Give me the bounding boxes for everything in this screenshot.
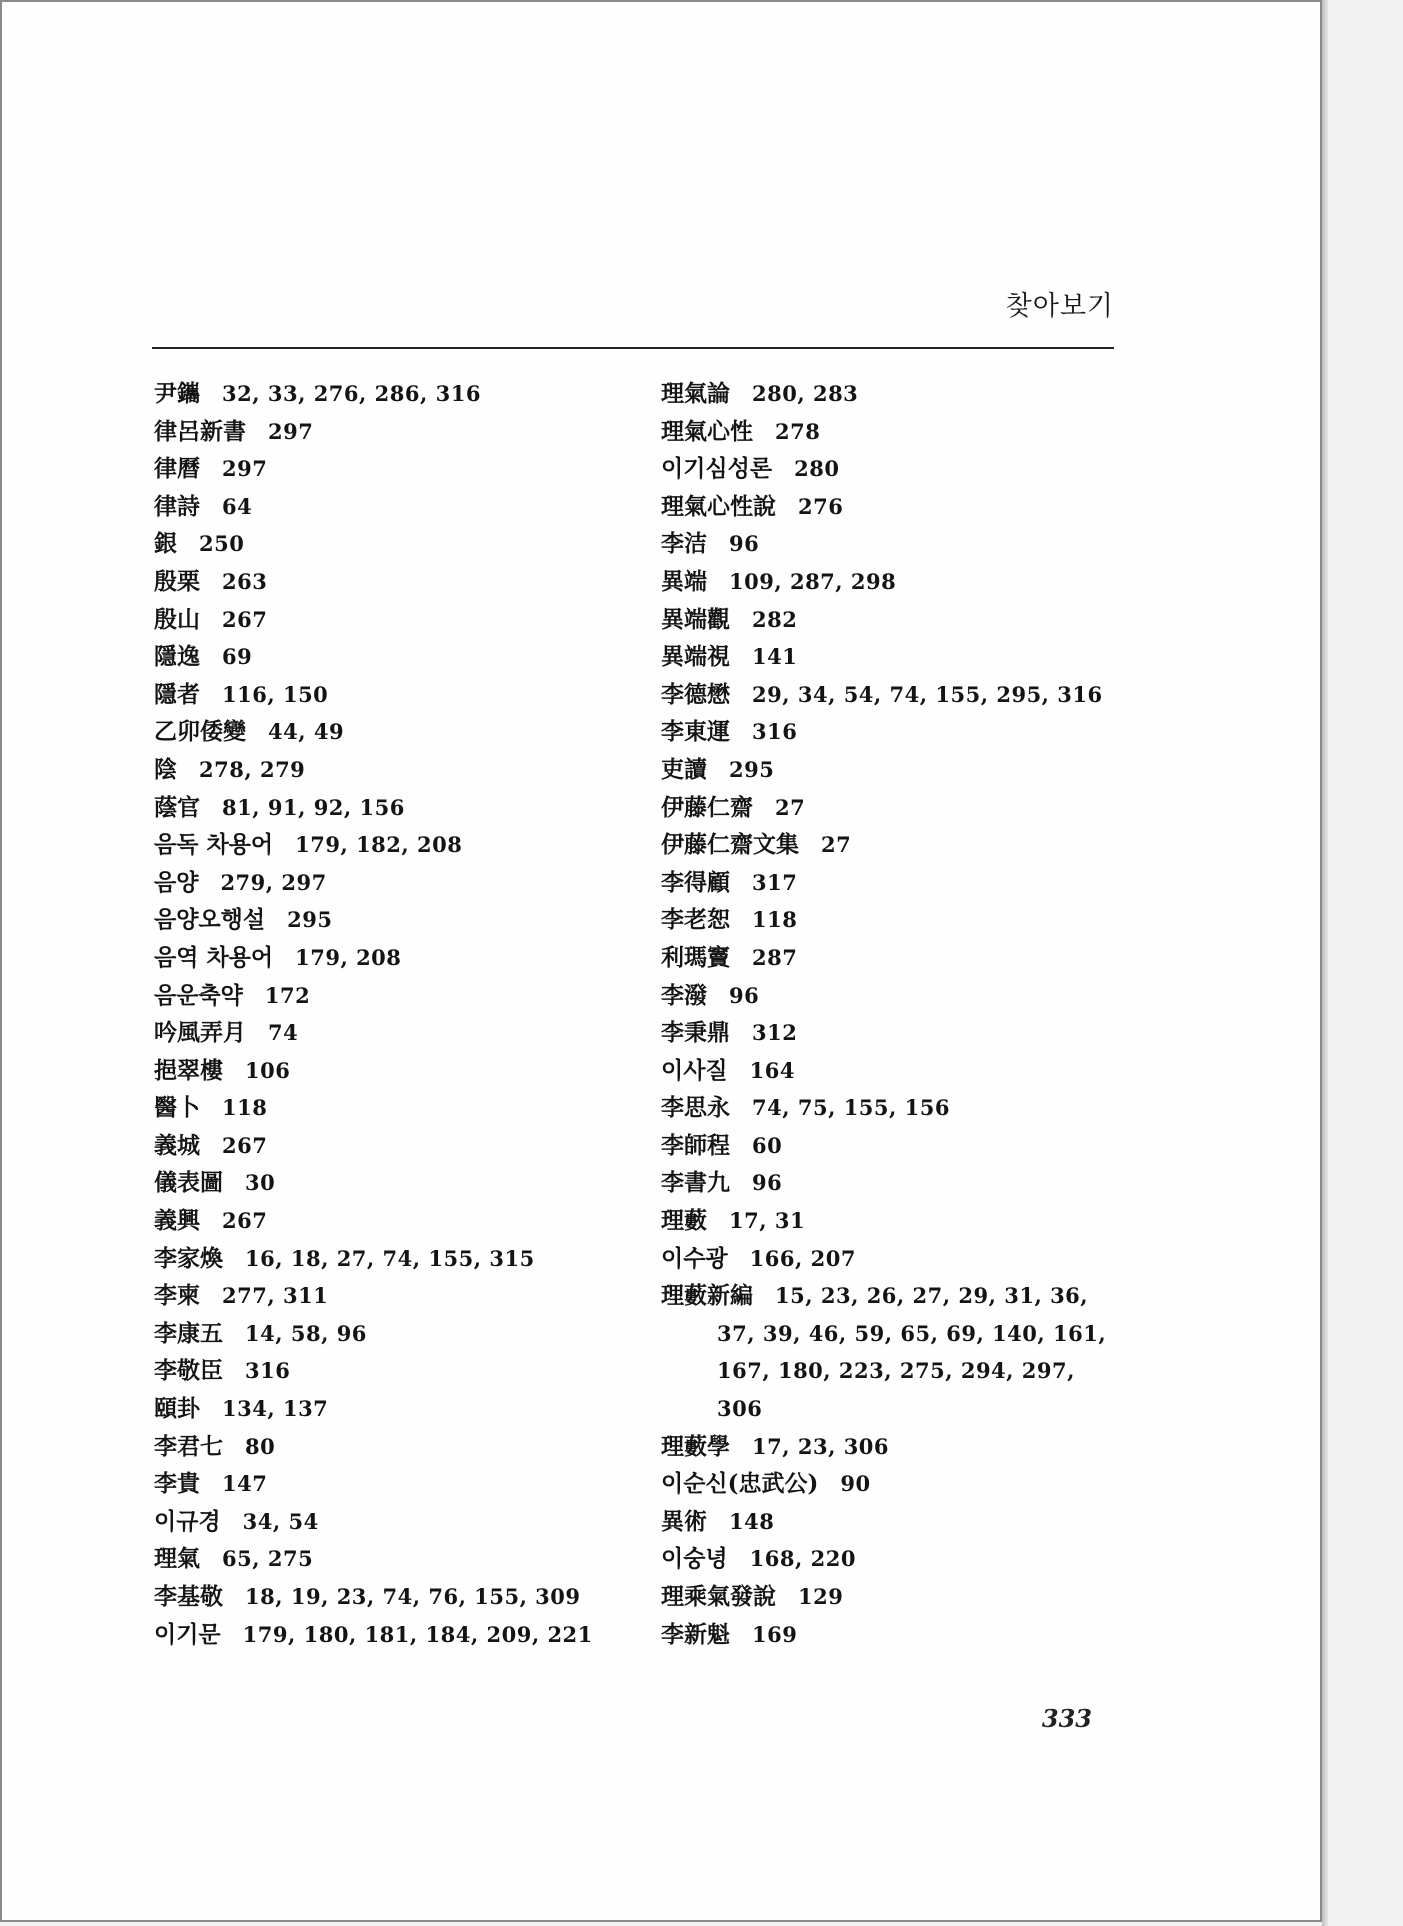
index-entry (154, 376, 619, 414)
index-term: 吏讀 (661, 755, 707, 783)
index-pages: 279, 297 (220, 869, 327, 895)
index-entry (661, 940, 1121, 978)
index-term: 伊藤仁齋 (661, 793, 753, 821)
index-term: 儀表圖 (154, 1169, 223, 1197)
index-term: 李得顧 (661, 868, 730, 896)
index-entry (154, 1353, 619, 1391)
index-entry (154, 526, 619, 564)
index-term: 理乘氣發說 (661, 1583, 776, 1610)
index-entry (154, 1541, 619, 1579)
index-term: 李潑 (661, 981, 707, 1009)
index-entry (661, 677, 1121, 715)
index-term: 李基敬 (154, 1583, 223, 1610)
index-term: 理氣心性說 (661, 492, 776, 520)
index-entry (661, 1241, 1121, 1279)
index-pages: 316 (245, 1358, 291, 1384)
index-pages: 129 (798, 1584, 844, 1609)
index-term: 義城 (154, 1131, 200, 1159)
index-pages: 29, 34, 54, 74, 155, 295, 316 (752, 681, 1103, 707)
index-term: 利瑪竇 (661, 943, 730, 971)
index-entry (661, 1203, 1121, 1241)
index-pages: 278, 279 (199, 756, 306, 782)
index-entry (661, 790, 1121, 828)
index-entry (661, 1429, 1121, 1467)
index-term: 李老恕 (661, 906, 730, 934)
index-term: 律詩 (154, 492, 200, 520)
index-entry (154, 1391, 619, 1429)
index-pages: 96 (752, 1170, 783, 1196)
index-term: 蔭官 (154, 793, 200, 821)
index-pages: 276 (798, 493, 844, 519)
index-entry (154, 790, 619, 828)
index-pages: 27 (821, 832, 852, 858)
index-pages: 109, 287, 298 (729, 568, 897, 594)
index-entry (154, 489, 619, 527)
index-entry (154, 602, 619, 640)
index-entry (154, 940, 619, 978)
index-pages: 90 (840, 1471, 871, 1497)
index-pages: 74 (268, 1020, 299, 1046)
index-pages: 74, 75, 155, 156 (752, 1095, 950, 1121)
index-pages: 64 (222, 493, 253, 519)
index-term: 隱逸 (154, 643, 200, 671)
running-head-title: 찾아보기 (1005, 291, 1114, 322)
index-term: 理藪學 (661, 1432, 730, 1460)
index-term: 李東運 (661, 718, 730, 746)
index-term: 理氣論 (661, 380, 730, 407)
index-term: 挹翠樓 (154, 1056, 223, 1084)
index-pages: 282 (752, 606, 798, 632)
index-pages: 295 (287, 907, 333, 933)
index-column-right (661, 376, 1121, 1654)
page-number: 333 (1041, 1704, 1092, 1733)
index-entry (154, 1278, 619, 1316)
index-entry (154, 1128, 619, 1166)
index-pages: 80 (245, 1433, 276, 1459)
index-entry (154, 902, 619, 940)
index-pages: 277, 311 (222, 1283, 329, 1309)
index-term: 李敬臣 (154, 1357, 223, 1385)
index-entry (154, 677, 619, 715)
index-term: 李洁 (661, 530, 707, 558)
index-entry (154, 1617, 619, 1655)
index-pages: 30 (245, 1170, 276, 1196)
index-term: 律呂新書 (154, 417, 246, 445)
index-term: 尹鑴 (154, 380, 200, 407)
index-pages: 263 (222, 568, 268, 594)
index-pages: 164 (749, 1057, 795, 1083)
index-entry (154, 1090, 619, 1128)
index-entry (661, 489, 1121, 527)
index-term: 李柬 (154, 1282, 200, 1310)
index-entry (661, 1541, 1121, 1579)
index-entry (154, 1203, 619, 1241)
index-pages: 179, 208 (295, 944, 402, 970)
index-entry (661, 978, 1121, 1016)
index-entry (154, 1241, 619, 1279)
index-term: 理藪 (661, 1207, 707, 1235)
index-pages: 118 (222, 1095, 268, 1121)
index-pages: 287 (752, 944, 798, 970)
index-pages: 81, 91, 92, 156 (222, 794, 405, 820)
index-column-left (154, 376, 619, 1654)
index-pages: 267 (222, 1132, 268, 1158)
index-entry (661, 451, 1121, 489)
index-entry (154, 1316, 619, 1354)
index-entry (661, 827, 1121, 865)
index-entry (154, 1015, 619, 1053)
index-term: 이수광 (661, 1244, 728, 1272)
index-pages: 278 (775, 418, 821, 444)
index-term: 이기문 (154, 1620, 221, 1648)
index-entry (154, 1429, 619, 1467)
index-term: 伊藤仁齋文集 (661, 831, 799, 859)
index-entry (661, 414, 1121, 452)
index-term: 李秉鼎 (661, 1019, 730, 1047)
index-entry (154, 1165, 619, 1203)
index-term: 음양오행설 (154, 906, 266, 934)
index-entry (154, 827, 619, 865)
index-term: 李貴 (154, 1470, 200, 1498)
index-pages: 17, 23, 306 (752, 1433, 890, 1459)
index-term: 律曆 (154, 455, 200, 483)
index-entry (661, 1466, 1121, 1504)
index-entry (154, 714, 619, 752)
index-term: 이숭녕 (661, 1545, 728, 1573)
index-entry (661, 376, 1121, 414)
index-pages: 168, 220 (749, 1546, 856, 1572)
index-term: 李書九 (661, 1169, 730, 1197)
index-entry (661, 1128, 1121, 1166)
index-term: 李家煥 (154, 1244, 223, 1272)
index-term: 醫卜 (154, 1094, 200, 1122)
index-term: 隱者 (154, 680, 200, 708)
index-entry (154, 451, 619, 489)
index-entry (154, 1053, 619, 1091)
index-term: 理氣心性 (661, 417, 753, 445)
index-pages: 297 (222, 456, 268, 482)
index-term: 李師程 (661, 1131, 730, 1159)
index-entry (661, 865, 1121, 903)
index-entry (661, 564, 1121, 602)
index-pages: 172 (264, 982, 311, 1008)
index-term: 李德懋 (661, 680, 730, 708)
header-rule (152, 347, 1114, 349)
index-pages: 96 (729, 531, 760, 557)
index-entry (661, 902, 1121, 940)
index-term: 殷栗 (154, 567, 200, 595)
index-term: 李思永 (661, 1094, 730, 1122)
index-entry (154, 564, 619, 602)
index-pages: 14, 58, 96 (245, 1320, 367, 1346)
index-pages: 280 (794, 456, 840, 482)
index-pages: 179, 180, 181, 184, 209, 221 (242, 1621, 593, 1647)
index-pages: 166, 207 (749, 1245, 856, 1271)
index-entry (154, 1466, 619, 1504)
index-term: 義興 (154, 1207, 200, 1235)
index-term: 陰 (154, 755, 177, 783)
index-entry (661, 752, 1121, 790)
index-pages: 295 (729, 756, 775, 782)
index-pages: 15, 23, 26, 27, 29, 31, 36, 37, 39, 46, 59, 65, 69, 140, 161, 167, 180, 223, 275, 294, 297, 306 (717, 1283, 1107, 1422)
index-pages: 147 (222, 1471, 268, 1497)
index-entry (661, 1504, 1121, 1542)
index-pages: 65, 275 (222, 1546, 314, 1572)
index-pages: 312 (752, 1020, 798, 1046)
index-pages: 297 (268, 418, 314, 444)
index-pages: 18, 19, 23, 74, 76, 155, 309 (245, 1584, 581, 1609)
index-entry (661, 1015, 1121, 1053)
index-term: 異端觀 (661, 605, 730, 633)
index-term: 음양 (154, 868, 199, 896)
index-term: 李君七 (154, 1432, 223, 1460)
index-term: 乙卯倭變 (154, 718, 246, 746)
index-pages: 267 (222, 1208, 268, 1234)
index-pages: 267 (222, 606, 268, 632)
index-pages: 250 (199, 531, 245, 557)
index-entry (661, 1278, 1121, 1428)
index-pages: 316 (752, 719, 798, 745)
index-pages: 34, 54 (242, 1508, 319, 1534)
index-term: 이규경 (154, 1507, 221, 1535)
index-entry (661, 602, 1121, 640)
index-pages: 116, 150 (222, 681, 329, 707)
index-entry (661, 1090, 1121, 1128)
index-pages: 179, 182, 208 (295, 832, 463, 858)
index-entry (661, 714, 1121, 752)
index-term: 異端視 (661, 643, 730, 671)
index-entry (661, 639, 1121, 677)
index-entry (154, 414, 619, 452)
index-pages: 141 (752, 644, 798, 670)
index-pages: 32, 33, 276, 286, 316 (222, 381, 481, 406)
index-entry (661, 1165, 1121, 1203)
index-term: 李康五 (154, 1319, 223, 1347)
index-term: 李新魁 (661, 1620, 730, 1648)
index-term: 異術 (661, 1507, 707, 1535)
page-edge (1322, 0, 1328, 1926)
index-term: 理氣 (154, 1545, 200, 1573)
index-term: 이순신(忠武公) (661, 1470, 819, 1498)
index-entry (154, 865, 619, 903)
index-term: 음독 차용어 (154, 831, 274, 859)
index-entry (154, 639, 619, 677)
index-pages: 280, 283 (752, 381, 859, 406)
index-term: 異端 (661, 567, 707, 595)
index-term: 殷山 (154, 605, 200, 633)
index-entry (661, 526, 1121, 564)
index-entry (661, 1617, 1121, 1655)
index-entry (661, 1053, 1121, 1091)
index-entry (154, 1579, 619, 1617)
index-pages: 148 (729, 1508, 775, 1534)
index-entry (154, 978, 619, 1016)
index-term: 음역 차용어 (154, 943, 274, 971)
index-pages: 106 (245, 1057, 291, 1083)
index-term: 銀 (154, 530, 177, 558)
index-pages: 169 (752, 1621, 798, 1647)
index-term: 吟風弄月 (154, 1019, 246, 1047)
index-pages: 17, 31 (729, 1208, 806, 1234)
index-entry (154, 752, 619, 790)
index-pages: 118 (752, 907, 798, 933)
index-pages: 317 (752, 869, 798, 895)
index-pages: 44, 49 (268, 719, 345, 745)
index-term: 이사질 (661, 1056, 728, 1084)
index-term: 음운축약 (154, 981, 243, 1009)
index-pages: 16, 18, 27, 74, 155, 315 (245, 1245, 535, 1271)
index-pages: 134, 137 (222, 1396, 329, 1422)
index-term: 理藪新編 (661, 1282, 753, 1310)
index-pages: 69 (222, 644, 253, 670)
index-pages: 27 (775, 794, 806, 820)
index-entry (154, 1504, 619, 1542)
index-pages: 96 (729, 982, 760, 1008)
index-term: 이기심성론 (661, 455, 773, 483)
index-entry (661, 1579, 1121, 1617)
index-term: 頤卦 (154, 1395, 200, 1423)
index-pages: 60 (752, 1132, 783, 1158)
